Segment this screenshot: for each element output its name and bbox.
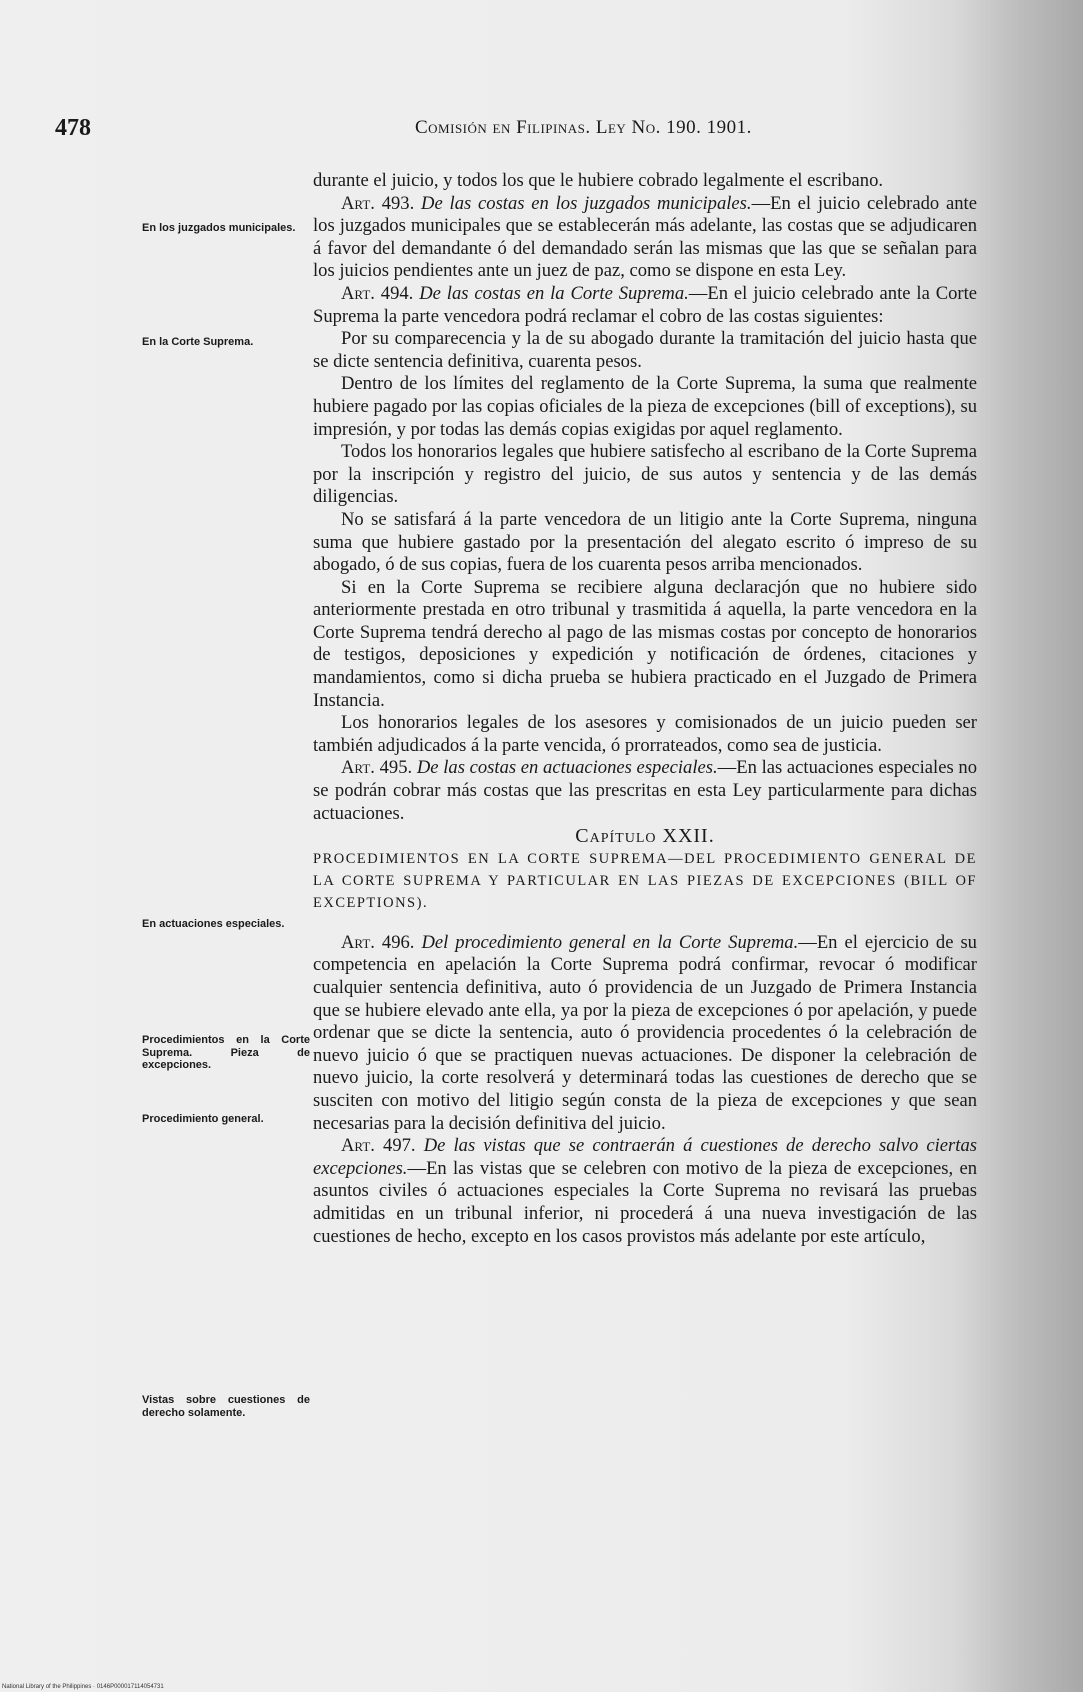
article-496	[313, 932, 977, 1135]
margin-note-procedimiento-general: Procedimiento general.	[142, 1113, 264, 1125]
paragraph: No se satisfará á la parte vencedora de un litigio ante la Corte Suprema, ninguna suma que hubiere gastado por la presentación del alegato escrito ó impreso de su abogado, ó de sus copias, fuera de los cuarenta pesos arriba mencionados.	[313, 508, 977, 576]
running-head: Comisión en Filipinas. Ley No. 190. 1901.	[415, 117, 752, 138]
paragraph: Si en la Corte Suprema se recibiere alguna declaracjón que no hubiere sido anteriormente prestada en otro tribunal y trasmitida á aquella, la parte vencedora en la Corte Suprema tendrá derecho al pago de las mismas costas por concepto de honorarios de testigos, deposiciones y expedición y notificación de órdenes, citaciones y mandamientos, como si dicha prueba se hubiera practicado en el Juzgado de Primera Instancia.	[313, 576, 977, 711]
page-header	[55, 115, 905, 149]
chapter-heading: Capítulo XXII.	[575, 825, 715, 848]
article-title: Del procedimiento general en la Corte Suprema.	[421, 931, 799, 953]
paragraph: Todos los honorarios legales que hubiere satisfecho al escribano de la Corte Suprema por la inscripción y registro del juicio, de sus autos y sentencia y de las demás diligencias.	[313, 441, 977, 508]
article-title: De las costas en la Corte Suprema.	[419, 282, 689, 304]
scan-footer: National Library of the Philippines · 0146P000017114054731	[2, 1684, 164, 1690]
paragraph: Por su comparecencia y la de su abogado durante la tramitación del juicio hasta que se dicte sentencia definitiva, cuarenta pesos.	[313, 328, 977, 372]
article-text: —En las actuaciones especiales no se podrán cobrar más costas que las prescritas en esta Ley particularmente para dichas actuaciones.	[313, 757, 977, 824]
margin-note-corte-suprema: En la Corte Suprema.	[142, 336, 254, 348]
article-text: —En el ejercicio de su competencia en apelación la Corte Suprema podrá confirmar, revocar ó modificar cualquier sentencia definitiva, auto ó providencia de un Juzgado de Primera Instancia que se hubiere elevado ante ella, ya por la pieza de excepciones ó por apelación, y puede ordenar que se dicte la sentencia, auto ó providencia procedentes ó la celebración de nuevo juicio ó que se practiquen nuevas actuaciones. De disponer la celebración de nuevo juicio, la corte resolverá y determinará todas las cuestiones de derecho que se susciten con motivo del litigio según consta de la pieza de excepciones y que sean necesarias para la decisión definitiva del juicio.	[313, 931, 977, 1134]
article-label: Art. 494.	[341, 282, 414, 304]
article-text: —En el juicio celebrado ante los juzgados municipales que se establecerán más adelante, las costas que se adjudicaren á favor del demandante ó del demandado serán las mismas que las que se señalan para los juicios pendientes ante un juez de paz, como se dispone en esta Ley.	[313, 192, 977, 282]
margin-note-actuaciones-especiales: En actuaciones especiales.	[142, 918, 285, 930]
article-497	[313, 1135, 977, 1248]
article-title: De las costas en los juzgados municipales.	[421, 192, 752, 214]
article-493	[313, 193, 977, 283]
paragraph: durante el juicio, y todos los que le hubiere cobrado legalmente el escribano.	[313, 170, 884, 191]
article-text: —En las vistas que se celebren con motivo de la pieza de excepciones, en asuntos civiles ó actuaciones especiales la Corte Suprema no revisará las pruebas admitidas en un tribunal inferior, ni procederá á una nueva investigación de las cuestiones de hecho, excepto en los casos provistos más adelante por este artículo,	[313, 1157, 977, 1247]
chapter-subheading: PROCEDIMIENTOS EN LA CORTE SUPREMA—DEL PROCEDIMIENTO GENERAL DE LA CORTE SUPREMA Y PARTICULAR EN LAS PIEZAS DE EXCEPCIONES (BILL OF EXCEPTIONS).	[313, 850, 977, 911]
article-title: De las vistas que se contraerán á cuestiones de derecho salvo ciertas excepciones.	[313, 1135, 977, 1179]
article-text: —En el juicio celebrado ante la Corte Suprema la parte vencedora podrá reclamar el cobro de las costas siguientes:	[313, 282, 978, 327]
article-label: Art. 496.	[341, 931, 415, 953]
paragraph: Los honorarios legales de los asesores y comisionados de un juicio pueden ser también adjudicados á la parte vencida, ó prorrateados, como sea de justicia.	[313, 712, 977, 756]
article-494	[313, 283, 977, 328]
margin-note-vistas: Vistas sobre cuestiones de derecho solamente.	[142, 1394, 310, 1419]
article-label: Art. 493.	[341, 192, 415, 214]
article-label: Art. 495.	[341, 757, 413, 779]
article-label: Art. 497.	[341, 1135, 416, 1157]
page-number: 478	[55, 115, 91, 141]
paragraph: Dentro de los límites del reglamento de la Corte Suprema, la suma que realmente hubiere pagado por las copias oficiales de la pieza de excepciones (bill of exceptions), su impresión, y por todas las demás copias exigidas por aquel reglamento.	[313, 373, 977, 440]
margin-note-juzgados-municipales: En los juzgados municipales.	[142, 222, 296, 234]
article-495	[313, 757, 977, 825]
page-body	[313, 170, 977, 1248]
article-title: De las costas en actuaciones especiales.	[416, 757, 718, 779]
margin-note-procedimientos: Procedimientos en la Corte Suprema. Pieza de excepciones.	[142, 1034, 310, 1071]
